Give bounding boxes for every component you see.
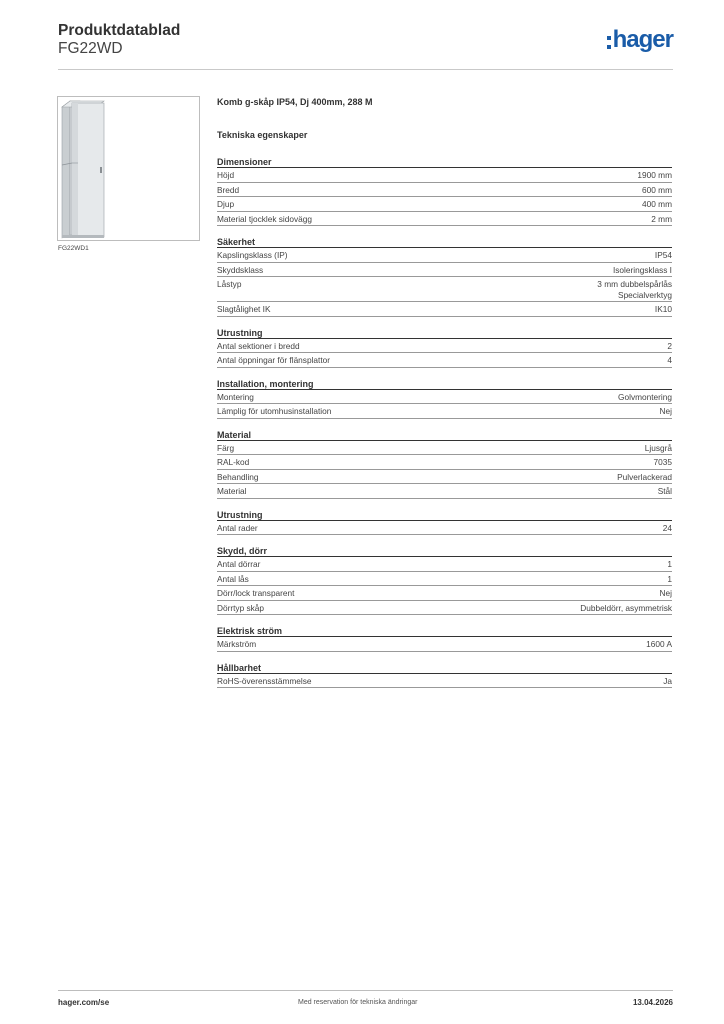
spec-value xyxy=(654,457,672,468)
page-header xyxy=(58,20,673,70)
spec-group xyxy=(217,156,672,226)
footer-website-link[interactable]: hager.com/se xyxy=(58,998,110,1007)
spec-group-title: Utrustning xyxy=(217,509,672,521)
spec-group-title: Elektrisk ström xyxy=(217,625,672,637)
spec-group xyxy=(217,236,672,317)
spec-value xyxy=(642,185,672,196)
spec-name: Antal rader xyxy=(217,522,258,533)
spec-value xyxy=(645,443,672,454)
spec-value-line: IP54 xyxy=(654,250,672,260)
spec-value-line: 4 xyxy=(667,355,672,365)
spec-row xyxy=(217,353,672,368)
spec-name: Färg xyxy=(217,442,235,453)
spec-row xyxy=(217,248,672,263)
spec-name: Djup xyxy=(217,199,235,209)
spec-value-line: IK10 xyxy=(654,304,672,314)
spec-value-line: Specialverktyg xyxy=(618,289,672,300)
spec-value xyxy=(642,199,672,210)
spec-value-line: Ja xyxy=(663,675,672,686)
spec-value xyxy=(651,214,672,225)
spec-value-line: 1 xyxy=(667,573,672,584)
logo-text: hager xyxy=(612,26,673,53)
spec-value xyxy=(646,639,672,650)
spec-value xyxy=(660,406,672,417)
section-heading: Tekniska egenskaper xyxy=(217,130,308,140)
spec-name: Antal sektioner i bredd xyxy=(217,340,300,351)
spec-name: Kapslingsklass (IP) xyxy=(217,250,288,260)
spec-row xyxy=(217,557,672,572)
spec-row xyxy=(217,212,672,227)
spec-name: RAL-kod xyxy=(217,457,250,467)
spec-value xyxy=(637,170,672,181)
spec-group xyxy=(217,327,672,368)
spec-row xyxy=(217,441,672,456)
spec-row xyxy=(217,674,672,689)
spec-value-line: 600 mm xyxy=(642,184,672,195)
spec-value-line: 24 xyxy=(662,522,672,533)
spec-value xyxy=(655,304,672,315)
spec-value-line: 7035 xyxy=(653,457,672,467)
spec-value xyxy=(663,523,672,534)
spec-value xyxy=(667,341,672,352)
footer-disclaimer: Med reservation för tekniska ändringar xyxy=(298,999,418,1006)
spec-value-line: Dubbeldörr, asymmetrisk xyxy=(580,602,672,613)
spec-group-title: Installation, montering xyxy=(217,378,672,390)
spec-name: Dörr/lock transparent xyxy=(217,588,295,598)
spec-name: Antal lås xyxy=(217,573,249,584)
spec-row xyxy=(217,572,672,587)
spec-value-line: Golvmontering xyxy=(618,391,672,402)
spec-value-line: 2 xyxy=(667,340,672,351)
product-code: FG22WD xyxy=(58,40,123,57)
spec-row xyxy=(217,168,672,183)
spec-group-title: Material xyxy=(217,429,672,441)
spec-row xyxy=(217,455,672,470)
spec-value-line: 1 xyxy=(667,559,672,569)
spec-value xyxy=(618,392,672,403)
spec-value xyxy=(597,279,672,300)
spec-value xyxy=(617,472,672,483)
spec-row xyxy=(217,521,672,536)
spec-name: Material tjocklek sidovägg xyxy=(217,213,312,224)
spec-row xyxy=(217,197,672,212)
spec-row xyxy=(217,302,672,317)
spec-group-title: Utrustning xyxy=(217,327,672,339)
spec-name: Antal dörrar xyxy=(217,559,261,569)
spec-name: Material xyxy=(217,486,247,496)
spec-row xyxy=(217,277,672,302)
spec-name: Dörrtyp skåp xyxy=(217,602,265,613)
spec-value xyxy=(667,574,672,585)
spec-name: RoHS-överensstämmelse xyxy=(217,675,312,686)
specifications-table xyxy=(217,156,672,698)
spec-group xyxy=(217,545,672,615)
spec-name: Montering xyxy=(217,391,254,402)
spec-value-line: Nej xyxy=(659,588,672,598)
spec-value-line: Pulverlackerad xyxy=(617,471,672,482)
spec-name: Låstyp xyxy=(217,279,242,289)
spec-row xyxy=(217,484,672,499)
spec-row xyxy=(217,183,672,198)
spec-group xyxy=(217,378,672,419)
spec-value xyxy=(663,676,672,687)
hager-logo xyxy=(607,26,673,54)
image-caption: FG22WD1 xyxy=(58,245,89,252)
spec-group-title: Skydd, dörr xyxy=(217,545,672,557)
spec-value-line: Stål xyxy=(657,486,672,496)
spec-value xyxy=(667,355,672,366)
product-name: Komb g-skåp IP54, Dj 400mm, 288 M xyxy=(217,97,373,107)
footer-date: 13.04.2026 xyxy=(632,998,673,1007)
spec-value-line: 1600 A xyxy=(646,639,672,649)
spec-value-line: 3 mm dubbelspårlås xyxy=(597,279,672,289)
spec-group xyxy=(217,625,672,652)
spec-name: Behandling xyxy=(217,471,259,482)
spec-value xyxy=(655,250,672,261)
spec-row xyxy=(217,586,672,601)
spec-name: Slagtålighet IK xyxy=(217,304,271,314)
spec-value xyxy=(613,265,672,276)
spec-name: Märkström xyxy=(217,639,257,649)
spec-row xyxy=(217,637,672,652)
spec-value-line: Isoleringsklass I xyxy=(612,264,672,275)
logo-dots-icon xyxy=(607,36,611,49)
product-image xyxy=(57,96,200,241)
spec-value-line: 1900 mm xyxy=(637,170,672,180)
spec-row xyxy=(217,601,672,616)
spec-name: Bredd xyxy=(217,184,240,195)
spec-name: Skyddsklass xyxy=(217,264,264,275)
spec-value xyxy=(658,486,672,497)
spec-group xyxy=(217,662,672,689)
spec-group xyxy=(217,429,672,499)
spec-value xyxy=(667,559,672,570)
spec-value xyxy=(660,588,672,599)
spec-group xyxy=(217,509,672,536)
spec-row xyxy=(217,339,672,354)
spec-value-line: Ljusgrå xyxy=(644,442,672,453)
document-title: Produktdatablad xyxy=(58,22,181,39)
spec-value-line: Nej xyxy=(659,406,672,416)
cabinet-illustration xyxy=(58,97,199,240)
spec-name: Höjd xyxy=(217,170,235,180)
spec-row xyxy=(217,404,672,419)
spec-name: Lämplig för utomhusinstallation xyxy=(217,406,332,416)
spec-group-title: Säkerhet xyxy=(217,236,672,248)
spec-name: Antal öppningar för flänsplattor xyxy=(217,355,331,365)
spec-group-title: Dimensioner xyxy=(217,156,672,168)
spec-row xyxy=(217,263,672,278)
page-footer xyxy=(58,990,673,1014)
spec-value xyxy=(580,603,672,614)
spec-value-line: 400 mm xyxy=(642,199,672,209)
spec-row xyxy=(217,470,672,485)
spec-group-title: Hållbarhet xyxy=(217,662,672,674)
spec-row xyxy=(217,390,672,405)
spec-value-line: 2 mm xyxy=(651,213,672,224)
